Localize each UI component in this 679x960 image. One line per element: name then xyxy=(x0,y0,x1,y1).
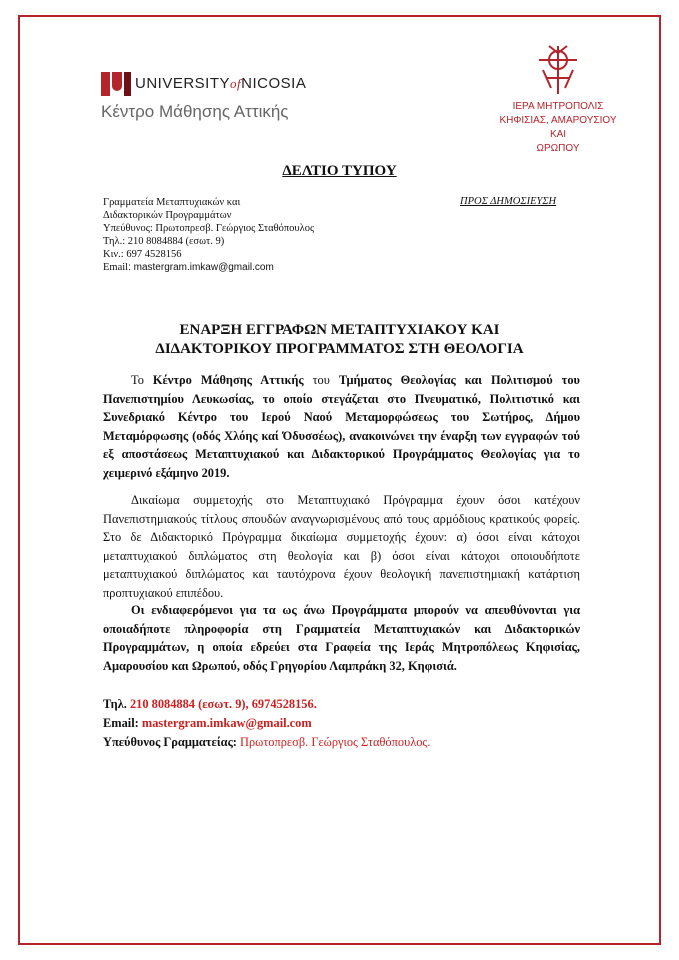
phone-line: Τηλ. 210 8084884 (εσωτ. 9), 6974528156. xyxy=(103,697,317,711)
contact-line-5: Κιν.: 697 4528156 xyxy=(103,249,182,260)
paragraph-3: Οι ενδιαφερόμενοι για τα ως άνω Προγράμματα μπορούν να απευθύνονται για οποιαδήποτε πληροφορία στη Γραμματεία Μεταπτυχιακών και Διδακτορικών Προγραμμάτων, η οποία εδρεύει στα Γραφεία της Ιεράς Μητροπόλεως Κηφισίας, Αμαρουσίου και Ωρωπού, οδός Γρηγορίου Λαμπράκη 32, Κηφισιά. xyxy=(103,603,580,673)
university-name: UNIVERSITYofNICOSIA xyxy=(135,75,307,92)
metropolis-logo xyxy=(493,44,623,156)
contact-email-value: : mastergram.imkaw@gmail.com xyxy=(128,262,274,273)
contact-block xyxy=(103,196,314,274)
metropolis-seal-icon xyxy=(535,44,581,96)
contact-line-4: Τηλ.: 210 8084884 (εσωτ. 9) xyxy=(103,236,225,247)
email-line: Email: mastergram.imkaw@gmail.com xyxy=(103,716,312,730)
contact-line-1: Γραμματεία Μεταπτυχιακών και xyxy=(103,197,241,208)
secretariat-head: Πρωτοπρεσβ. Γεώργιος Σταθόπουλος xyxy=(240,735,428,749)
metropolis-line-2: ΚΗΦΙΣΙΑΣ, ΑΜΑΡΟΥΣΙΟΥ ΚΑΙ xyxy=(499,115,617,140)
paragraph-2: Δικαίωμα συμμετοχής στο Μεταπτυχιακό Πρόγραμμα έχουν όσοι κατέχουν Πανεπιστημιακούς τίτλους σπουδών αναγνωρισμένους από τους αρμόδιους κρατικούς φορείς. Στο δε Διδακτορικό Πρόγραμμα δικαίωμα συμμετοχής έχουν: α) όσοι είναι κάτοχοι μεταπτυχιακού διπλώματος στη θεολογία και β) όσοι είναι κάτοχοι οποιουδήποτε μεταπτυχιακού διπλώματος και ταυτόχρονα έχουν θεολογική πανεπιστημιακή κατάρτιση προπτυχιακού επιπέδου. xyxy=(103,493,580,600)
metropolis-line-1: ΙΕΡΑ ΜΗΤΡΟΠΟΛΙΣ xyxy=(512,101,604,112)
headline-line-2: ΔΙΔΑΚΤΟΡΙΚΟΥ ΠΡΟΓΡΑΜΜΑΤΟΣ ΣΤΗ ΘΕΟΛΟΓΙΑ xyxy=(155,341,524,357)
contact-details xyxy=(103,695,430,752)
press-release-title: ΔΕΛΤΙΟ ΤΥΠΟΥ xyxy=(282,163,397,179)
contact-email-label: Email xyxy=(103,262,129,273)
secretariat-line: Υπεύθυνος Γραμματείας: Πρωτοπρεσβ. Γεώργιος Σταθόπουλος. xyxy=(103,735,431,749)
learning-centre-name: Κέντρο Μάθησης Αττικής xyxy=(101,102,289,121)
unic-logo-icon xyxy=(101,72,131,96)
headline-line-1: ΕΝΑΡΞΗ ΕΓΓΡΑΦΩΝ ΜΕΤΑΠΤΥΧΙΑΚΟΥ ΚΑΙ xyxy=(179,322,500,338)
metropolis-line-3: ΩΡΩΠΟΥ xyxy=(536,143,580,154)
paragraph-1: Το Κέντρο Μάθησης Αττικής του Τμήματος Θεολογίας και Πολιτισμού του Πανεπιστημίου Λευκωσίας, το οποίο στεγάζεται στο Πνευματικό, Πολιτιστικό και Συνεδριακό Κέντρο του Ιερού Ναού Μεταμορφώσεως του Σωτήρος, Δήμου Μεταμόρφωσης (οδός Χλόης καί Όδυσσέως), ανακοινώνει την έναρξη των εγγραφών τού εξ αποστάσεως Μεταπτυχιακού και Διδακτορικού Προγράμματος Θεολογίας για το χειμερινό εξάμηνο 2019. xyxy=(103,373,580,480)
headline xyxy=(0,321,679,359)
email-link[interactable]: mastergram.imkaw@gmail.com xyxy=(141,716,312,730)
contact-line-2: Διδακτορικών Προγραμμάτων xyxy=(103,210,232,221)
publish-label: ΠΡΟΣ ΔΗΜΟΣΙΕΥΣΗ xyxy=(460,196,557,207)
contact-line-3: Υπεύθυνος: Πρωτοπρεσβ. Γεώργιος Σταθόπουλος xyxy=(103,223,315,234)
phone-value: 210 8084884 (εσωτ. 9), 6974528156. xyxy=(129,697,317,711)
